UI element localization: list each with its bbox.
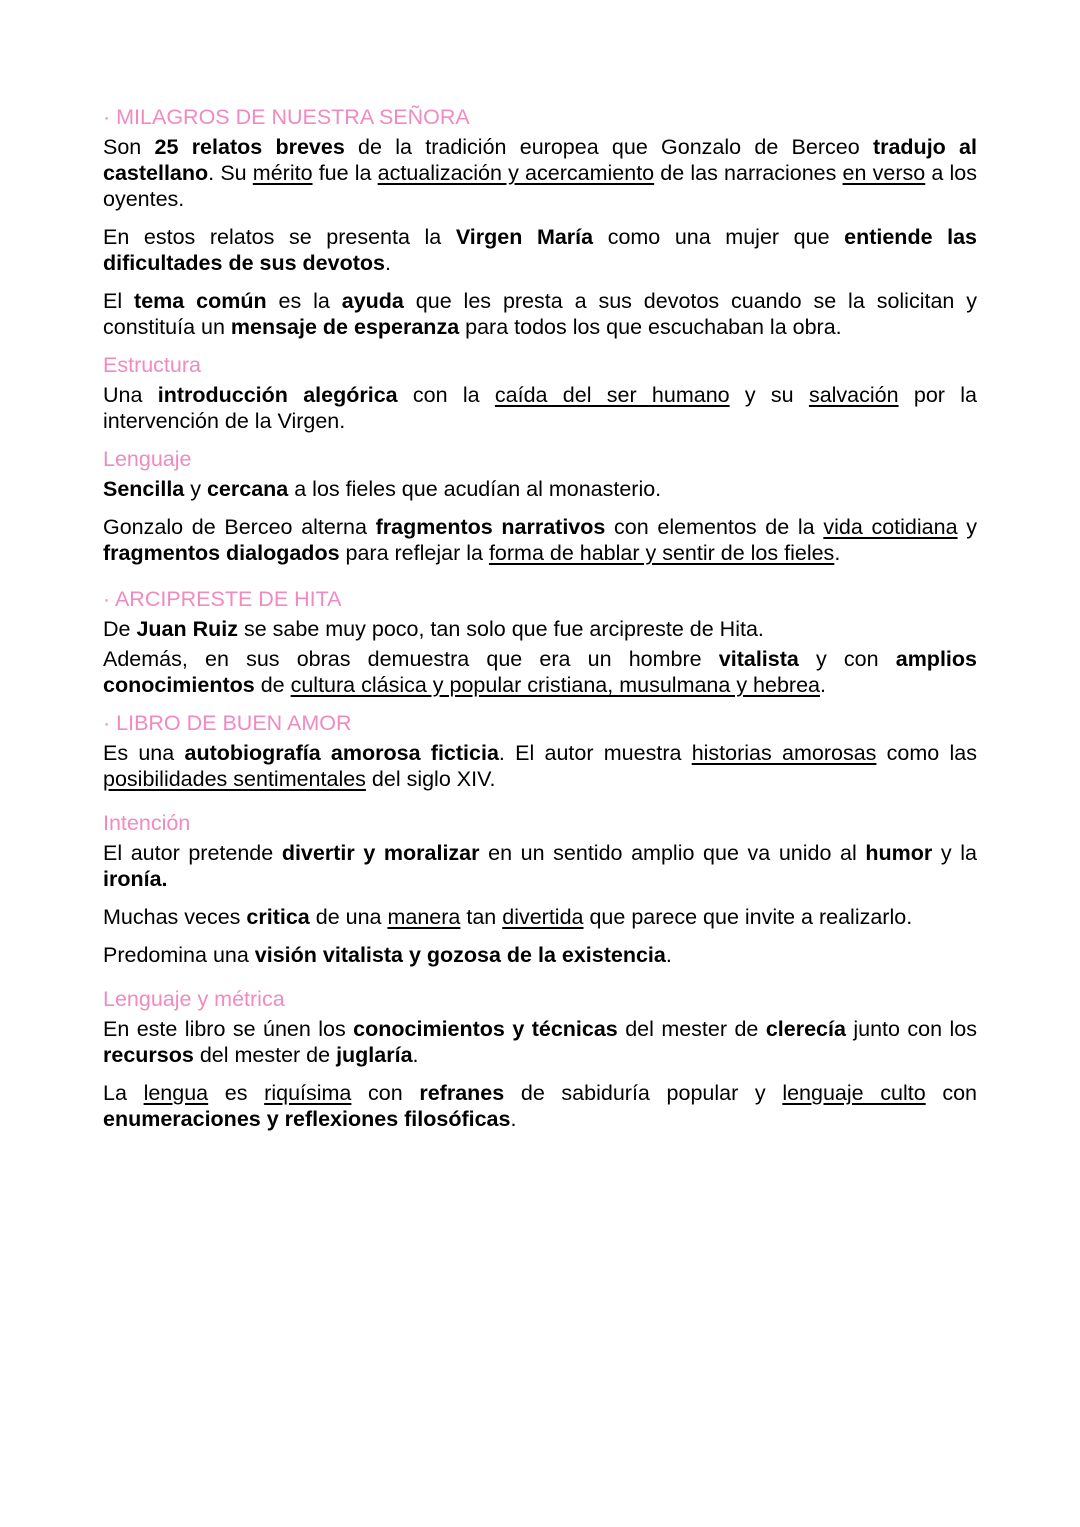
text-run: El autor pretende	[103, 841, 282, 865]
text-run: De	[103, 617, 137, 641]
text-run: Además, en sus obras demuestra que era un hombre	[103, 647, 719, 671]
text-run: . El autor muestra	[498, 741, 692, 765]
text-run: de sabiduría popular y	[504, 1081, 783, 1105]
text-run: En este libro se únen los	[103, 1017, 354, 1041]
underlined-text: salvación	[808, 383, 899, 407]
paragraph	[103, 646, 977, 698]
bold-text: mensaje de esperanza	[230, 315, 460, 339]
bold-text: recursos	[103, 1043, 194, 1067]
bold-text: fragmentos narrativos	[375, 515, 606, 539]
text-run: tan	[460, 905, 503, 929]
paragraph	[103, 224, 977, 276]
text-run: en un sentido amplio que va unido al	[479, 841, 866, 865]
bold-text: introducción alegórica	[157, 383, 398, 407]
text-run: Una	[103, 383, 158, 407]
bold-text: vitalista	[718, 647, 799, 671]
text-run: y con	[798, 647, 896, 671]
text-run: .	[412, 1043, 419, 1067]
text-run: con	[925, 1081, 978, 1105]
bold-text: enumeraciones y reflexiones filosóficas	[103, 1107, 511, 1131]
paragraph	[103, 514, 977, 566]
paragraph	[103, 288, 977, 340]
text-run: es	[208, 1081, 265, 1105]
underlined-text: cultura clásica y popular cristiana, musulmana y hebrea	[290, 673, 820, 697]
underlined-text: lengua	[143, 1081, 209, 1105]
underlined-text: caída del ser humano	[494, 383, 730, 407]
underlined-text: riquísima	[264, 1081, 352, 1105]
bold-text: fragmentos dialogados	[103, 541, 340, 565]
text-run: Muchas veces	[103, 905, 247, 929]
text-run: Son	[103, 135, 155, 159]
paragraph	[103, 382, 977, 434]
text-run: de la tradición europea que Gonzalo de Berceo	[344, 135, 873, 159]
text-run: y	[184, 477, 207, 501]
underlined-text: forma de hablar y sentir de los fieles	[488, 541, 835, 565]
subheading-lenguaje: Lenguaje	[103, 447, 192, 471]
bold-text: conocimientos y técnicas	[353, 1017, 618, 1041]
text-run: .	[820, 673, 826, 697]
text-run: .	[510, 1107, 517, 1131]
bold-text: clerecía	[765, 1017, 846, 1041]
bold-text: critica	[246, 905, 310, 929]
text-run: de	[254, 673, 291, 697]
text-run: del mester de	[193, 1043, 337, 1067]
text-run: para todos los que escuchaban la obra.	[459, 315, 842, 339]
bold-text: humor	[865, 841, 933, 865]
text-run: con elementos de la	[605, 515, 824, 539]
text-run: con	[351, 1081, 420, 1105]
text-run: por la intervención de la Virgen.	[103, 383, 977, 433]
underlined-text: lenguaje culto	[782, 1081, 926, 1105]
underlined-text: actualización y acercamiento	[377, 161, 655, 185]
paragraph	[103, 740, 977, 792]
text-run: En estos relatos se presenta la	[103, 225, 456, 249]
bold-text: divertir y moralizar	[281, 841, 480, 865]
subheading-estructura: Estructura	[103, 353, 201, 377]
bold-text: entiende las dificultades de sus devotos	[103, 225, 978, 275]
text-run: fue la	[312, 161, 378, 185]
bold-text: ayuda	[341, 289, 404, 313]
text-run: Predomina una	[103, 943, 255, 967]
text-run: a los oyentes.	[103, 161, 978, 211]
text-run: para reflejar la	[339, 541, 489, 565]
paragraph	[103, 476, 977, 502]
bold-text: autobiografía amorosa ficticia	[184, 741, 499, 765]
text-run: y la	[932, 841, 977, 865]
bold-text: refranes	[419, 1081, 505, 1105]
text-run: como las	[876, 741, 977, 765]
bold-text: Juan Ruiz	[136, 617, 239, 641]
text-run: La	[103, 1081, 144, 1105]
paragraph	[103, 134, 977, 212]
section-heading-libro: · LIBRO DE BUEN AMOR	[103, 711, 352, 735]
text-run: .	[665, 943, 672, 967]
text-run: a los fieles que acudían al monasterio.	[288, 477, 662, 501]
underlined-text: mérito	[252, 161, 313, 185]
text-run: Gonzalo de Berceo alterna	[103, 515, 376, 539]
bold-text: 25 relatos breves	[154, 135, 345, 159]
underlined-text: posibilidades sentimentales	[103, 767, 366, 791]
bold-text: tema común	[134, 289, 267, 313]
text-run: Es una	[103, 741, 185, 765]
subheading-lenguaje-metrica: Lenguaje y métrica	[103, 987, 285, 1011]
bold-text: visión vitalista y gozosa de la existencia	[254, 943, 666, 967]
text-run: que les presta a sus devotos cuando se la solicitan y constituía un	[103, 289, 978, 339]
paragraph	[103, 1016, 977, 1068]
text-run: . Su	[208, 161, 253, 185]
paragraph	[103, 616, 977, 642]
subheading-intencion: Intención	[103, 811, 191, 835]
text-run: .	[384, 251, 391, 275]
text-run: de las narraciones	[654, 161, 843, 185]
bold-text: juglaría	[336, 1043, 413, 1067]
section-heading-arcipreste: · ARCIPRESTE DE HITA	[103, 587, 342, 611]
text-run: se sabe muy poco, tan solo que fue arcipreste de Hita.	[238, 617, 764, 641]
bold-text: amplios conocimientos	[103, 647, 977, 697]
text-run: y su	[729, 383, 809, 407]
bold-text: Virgen María	[455, 225, 594, 249]
underlined-text: en verso	[842, 161, 926, 185]
paragraph	[103, 1080, 977, 1132]
paragraph	[103, 942, 977, 968]
text-run: como una mujer que	[593, 225, 845, 249]
underlined-text: manera	[387, 905, 461, 929]
underlined-text: divertida	[502, 905, 584, 929]
paragraph	[103, 904, 977, 930]
section-heading-milagros: · MILAGROS DE NUESTRA SEÑORA	[103, 105, 470, 129]
bold-text: ironía.	[103, 867, 168, 891]
text-run: es la	[266, 289, 342, 313]
document-page	[103, 104, 977, 1144]
bold-text: Sencilla	[103, 477, 185, 501]
text-run: El	[103, 289, 135, 313]
text-run: con la	[397, 383, 495, 407]
text-run: que parece que invite a realizarlo.	[583, 905, 913, 929]
underlined-text: vida cotidiana	[823, 515, 958, 539]
text-run: junto con los	[845, 1017, 977, 1041]
bold-text: tradujo al castellano	[103, 135, 977, 185]
text-run: del siglo XIV.	[365, 767, 496, 791]
text-run: de una	[309, 905, 388, 929]
text-run: y	[957, 515, 977, 539]
paragraph	[103, 840, 977, 892]
text-run: .	[834, 541, 841, 565]
underlined-text: historias amorosas	[691, 741, 877, 765]
text-run: del mester de	[617, 1017, 766, 1041]
bold-text: cercana	[206, 477, 289, 501]
